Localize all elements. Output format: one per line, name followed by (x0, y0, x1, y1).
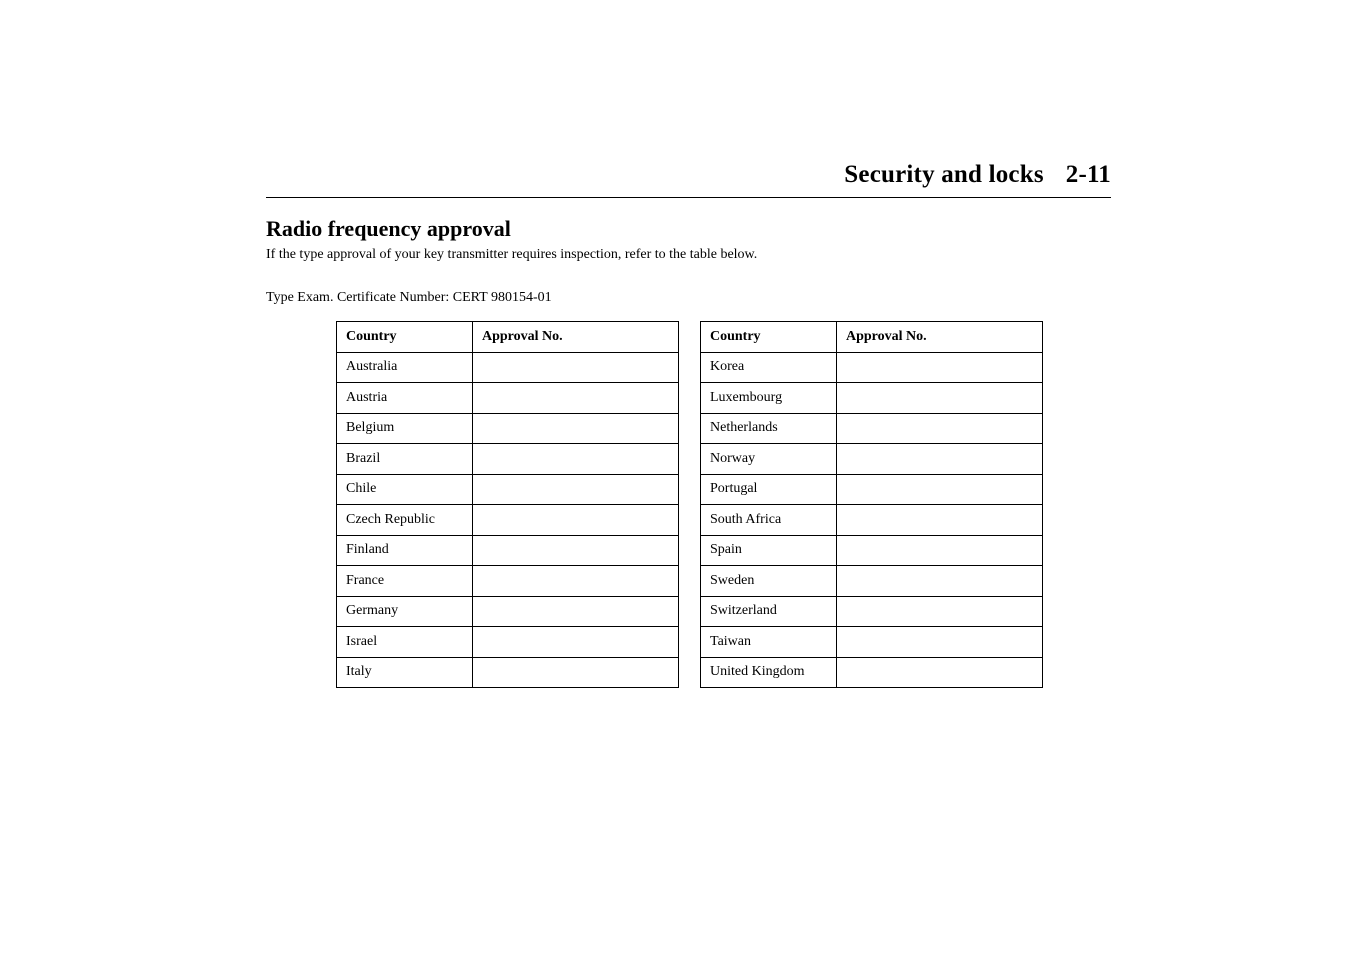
approval-cell (837, 474, 1043, 505)
page-title: Radio frequency approval (266, 216, 511, 241)
country-cell: Switzerland (701, 596, 837, 627)
column-header-approval: Approval No. (837, 322, 1043, 353)
table-row (701, 657, 1043, 688)
table-row (337, 505, 679, 536)
country-cell: South Africa (701, 505, 837, 536)
table-row (337, 352, 679, 383)
approval-table-left (336, 321, 679, 688)
approval-cell (473, 505, 679, 536)
approval-cell (473, 352, 679, 383)
country-cell: Brazil (337, 444, 473, 475)
table-body-left (337, 352, 679, 688)
table-row (701, 566, 1043, 597)
approval-cell (837, 444, 1043, 475)
table-row (337, 444, 679, 475)
table-row (337, 566, 679, 597)
country-cell: France (337, 566, 473, 597)
table-row (337, 474, 679, 505)
country-cell: Korea (701, 352, 837, 383)
approval-cell (473, 657, 679, 688)
approval-cell (837, 627, 1043, 658)
approval-cell (473, 596, 679, 627)
table-row (337, 413, 679, 444)
table-row (701, 596, 1043, 627)
table-row (337, 535, 679, 566)
table-row (701, 413, 1043, 444)
table-row (701, 444, 1043, 475)
country-cell: Taiwan (701, 627, 837, 658)
approval-cell (837, 657, 1043, 688)
approval-cell (837, 505, 1043, 536)
table-row (337, 627, 679, 658)
table-row (337, 596, 679, 627)
table-row (701, 535, 1043, 566)
country-cell: Netherlands (701, 413, 837, 444)
approval-cell (837, 535, 1043, 566)
country-cell: Germany (337, 596, 473, 627)
country-cell: Portugal (701, 474, 837, 505)
approval-cell (837, 413, 1043, 444)
approval-cell (837, 383, 1043, 414)
country-cell: Luxembourg (701, 383, 837, 414)
country-cell: Spain (701, 535, 837, 566)
country-cell: Israel (337, 627, 473, 658)
approval-cell (473, 535, 679, 566)
country-cell: Finland (337, 535, 473, 566)
approval-cell (473, 474, 679, 505)
page-header (266, 158, 1111, 198)
approval-cell (473, 627, 679, 658)
certificate-number: Type Exam. Certificate Number: CERT 980154-01 (266, 290, 552, 305)
column-header-country: Country (337, 322, 473, 353)
table-row (337, 383, 679, 414)
approval-cell (837, 596, 1043, 627)
approval-cell (473, 444, 679, 475)
country-cell: Sweden (701, 566, 837, 597)
table-header-row (337, 322, 679, 353)
country-cell: Chile (337, 474, 473, 505)
table-header-row (701, 322, 1043, 353)
country-cell: Italy (337, 657, 473, 688)
country-cell: Australia (337, 352, 473, 383)
country-cell: United Kingdom (701, 657, 837, 688)
table-row (701, 474, 1043, 505)
column-header-approval: Approval No. (473, 322, 679, 353)
table-row (701, 352, 1043, 383)
intro-paragraph: If the type approval of your key transmitter requires inspection, refer to the table below. (266, 247, 758, 262)
table-body-right (701, 352, 1043, 688)
approval-cell (837, 352, 1043, 383)
approval-cell (837, 566, 1043, 597)
approval-cell (473, 383, 679, 414)
column-header-country: Country (701, 322, 837, 353)
country-cell: Austria (337, 383, 473, 414)
country-cell: Czech Republic (337, 505, 473, 536)
approval-cell (473, 413, 679, 444)
table-row (701, 505, 1043, 536)
table-row (701, 383, 1043, 414)
table-row (337, 657, 679, 688)
table-row (701, 627, 1043, 658)
country-cell: Belgium (337, 413, 473, 444)
approval-table-right (700, 321, 1043, 688)
section-heading: Security and locks (844, 161, 1044, 188)
page-number: 2-11 (1065, 161, 1111, 188)
approval-cell (473, 566, 679, 597)
country-cell: Norway (701, 444, 837, 475)
